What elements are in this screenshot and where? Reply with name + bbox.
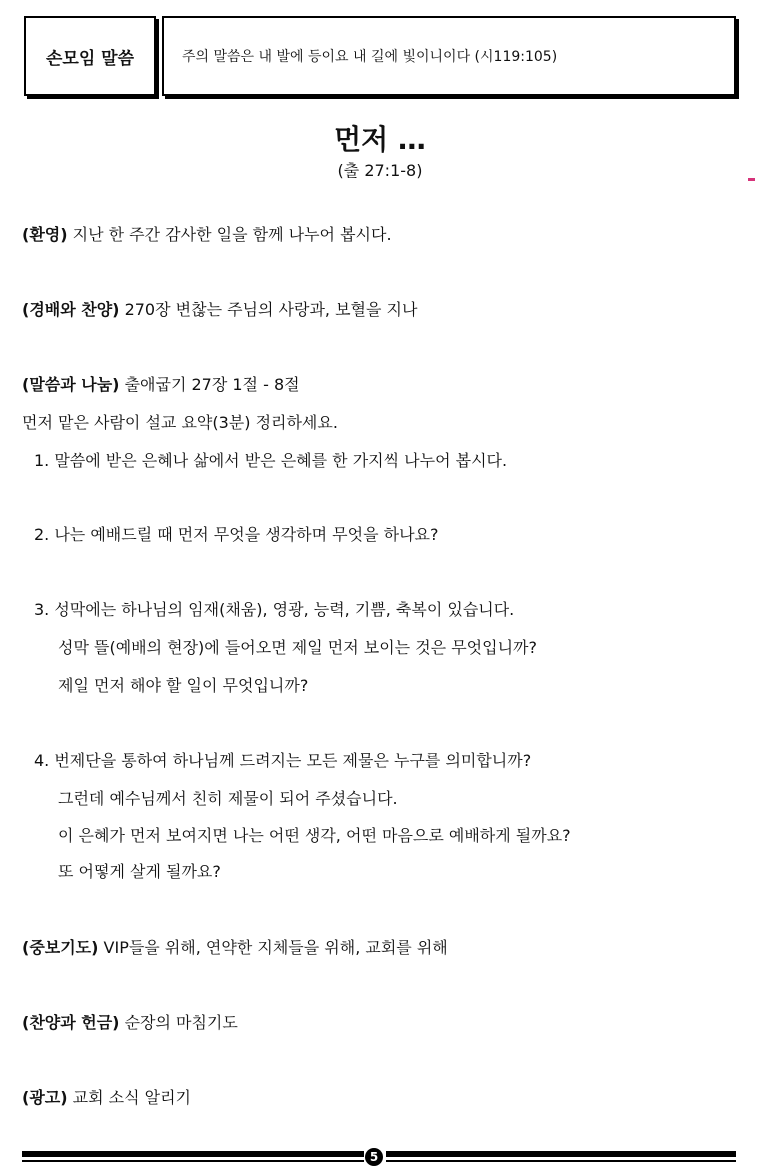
section-badge: [24, 16, 156, 96]
question-3: 3. 성막에는 하나님의 임재(채움), 영광, 능력, 기쁨, 축복이 있습니다.: [34, 600, 515, 619]
verse-box: [162, 16, 736, 96]
question-4-line-2: 그런데 예수님께서 친히 제물이 되어 주셨습니다.: [58, 789, 398, 808]
intercession-label: (중보기도): [22, 938, 99, 957]
question-2: 2. 나는 예배드릴 때 먼저 무엇을 생각하며 무엇을 하나요?: [34, 525, 439, 544]
offering-text: 순장의 마침기도: [119, 1013, 238, 1032]
notice-line: [22, 1087, 191, 1109]
intercession-text: VIP들을 위해, 연약한 지체들을 위해, 교회를 위해: [98, 938, 448, 957]
question-1: 1. 말씀에 받은 은혜나 삶에서 받은 은혜를 한 가지씩 나누어 봅시다.: [34, 451, 508, 470]
verse-text: 주의 말씀은 내 발에 등이요 내 길에 빛이니이다 (시119:105): [182, 49, 558, 65]
offering-line: [22, 1012, 238, 1034]
question-3-line-3: 제일 먼저 해야 할 일이 무엇입니까?: [58, 676, 309, 695]
welcome-text: 지난 한 주간 감사한 일을 함께 나누어 봅시다.: [67, 225, 392, 244]
worship-line: [22, 299, 417, 321]
page-subtitle: (출 27:1-8): [337, 161, 423, 180]
welcome-line: [22, 224, 392, 246]
worship-text: 270장 변찮는 주님의 사랑과, 보혈을 지나: [119, 300, 418, 319]
intercession-line: [22, 937, 448, 959]
question-4-line-4: 또 어떻게 살게 될까요?: [58, 862, 221, 881]
decorative-mark: [748, 178, 755, 181]
offering-label: (찬양과 헌금): [22, 1013, 120, 1032]
question-4: 4. 번제단을 통하여 하나님께 드려지는 모든 제물은 누구를 의미합니까?: [34, 751, 532, 770]
footer-rule-left: [22, 1151, 364, 1157]
welcome-label: (환영): [22, 225, 68, 244]
notice-label: (광고): [22, 1088, 68, 1107]
footer-rule-right: [386, 1151, 736, 1157]
worship-label: (경배와 찬양): [22, 300, 120, 319]
notice-text: 교회 소식 알리기: [67, 1088, 191, 1107]
sharing-summary: 먼저 맡은 사람이 설교 요약(3분) 정리하세요.: [22, 413, 338, 432]
sharing-text: 출애굽기 27장 1절 - 8절: [119, 375, 300, 394]
sharing-label: (말씀과 나눔): [22, 375, 120, 394]
question-3-line-2: 성막 뜰(예배의 현장)에 들어오면 제일 먼저 보이는 것은 무엇입니까?: [58, 638, 537, 657]
page-title: 먼저 …: [334, 123, 426, 156]
sharing-line: [22, 374, 300, 396]
question-4-line-3: 이 은혜가 먼저 보여지면 나는 어떤 생각, 어떤 마음으로 예배하게 될까요?: [58, 826, 571, 845]
page-number: 5: [365, 1148, 383, 1166]
section-badge-label: 손모임 말씀: [45, 48, 135, 69]
